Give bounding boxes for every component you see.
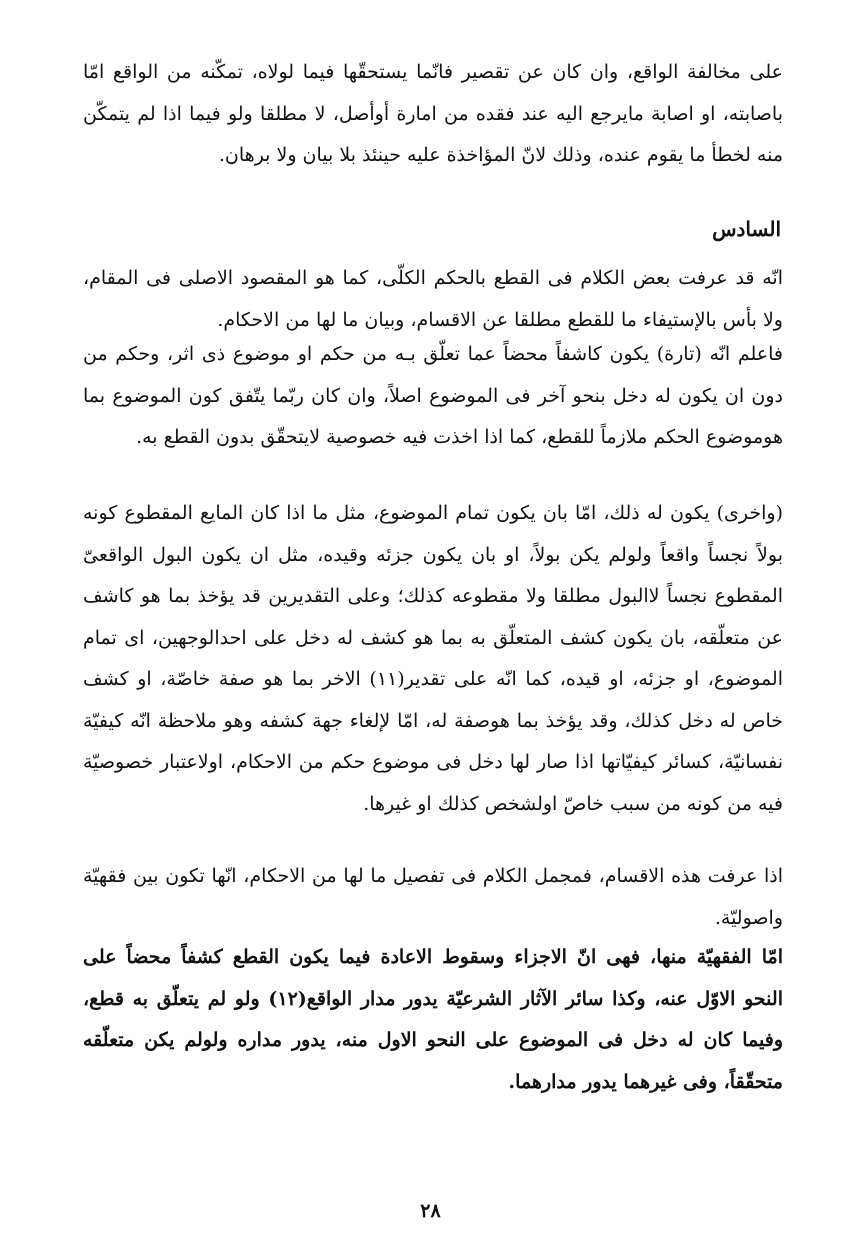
paragraph-4: (واخرى) يكون له ذلك، امّا بان يكون تمام الموضوع، مثل ما اذا كان المايع المقطوع كونه بولاً نجساً واقعاً ولولم يكن بولاً، او بان يكون جزئه وقيده، مثل ان يكون البول الواقعىّ المقطوع نجساً لاالبول مطلقا ولا مقطوعه كذلك؛ وعلى التقديرين قد يؤخذ بما هو كاشف عن متعلّقه، بان يكون كشف المتعلّق به بما هو كشف له دخل على احدالوجهين، اى تمام الموضوع، او جزئه، او قيده، كما انّه على تقدير(١١) الاخر بما هو صفة خاصّة، او كشف خاص له دخل كذلك، وقد يؤخذ بما هوصفة له، امّا لإلغاء جهة كشفه وهو ملاحظة انّه كيفيّة نفسانيّة، كسائر كيفيّاتها اذا صار لها دخل فى موضوع حكم من الاحكام، اولاعتبار خصوصيّة فيه من كونه من سبب خاصّ اولشخص كذلك او غيرها. [83, 502, 783, 815]
paragraph-5: اذا عرفت هذه الاقسام، فمجمل الكلام فى تفصيل ما لها من الاحكام، انّها تكون بين فقهيّة واصوليّة. [83, 865, 783, 929]
paragraph-3: فاعلم انّه (تارة) يكون كاشفاً محضاً عما تعلّق بـه من حكم او موضوع ذى اثر، وحكم من دون ان يكون له دخل بنحو آخر فى الموضوع اصلاً، وان كان ربّما يتّفق كون الموضوع بما هوموضوع الحكم ملازماً للقطع، كما اذا اخذت فيه خصوصية لايتحقّق بدون القطع به. [83, 343, 783, 448]
section-heading: السادس [712, 217, 781, 241]
paragraph-1: على مخالفة الواقع، وان كان عن تقصير فانّما يستحقّها فيما لولاه، تمكّنه من الواقع امّا باصابته، او اصابة مايرجع اليه عند فقده من امارة أوأصل، لا مطلقا ولو فيما اذا لم يتمكّن منه لخطأ ما يقوم عنده، وذلك لانّ المؤاخذة عليه حينئذ بلا بيان ولا برهان. [83, 61, 783, 166]
paragraph-2: انّه قد عرفت بعض الكلام فى القطع بالحكم الكلّى، كما هو المقصود الاصلى فى المقام، ولا بأس بالإستيفاء ما للقطع مطلقا عن الاقسام، وبيان ما لها من الاحكام. [83, 267, 783, 331]
paragraph-6: امّا الفقهيّة منها، فهى انّ الاجزاء وسقوط الاعادة فيما يكون القطع كشفاً محضاً على النحو الاوّل عنه، وكذا سائر الآثار الشرعيّة يدور مدار الواقع(١٢) ولو لم يتعلّق به قطع، وفيما كان له دخل فى الموضوع على النحو الاول منه، يدور مداره ولولم يكن متعلّقه متحقّقاً، وفى غيرهما يدور مدارهما. [83, 946, 783, 1093]
page-number: ٢٨ [420, 1200, 441, 1222]
